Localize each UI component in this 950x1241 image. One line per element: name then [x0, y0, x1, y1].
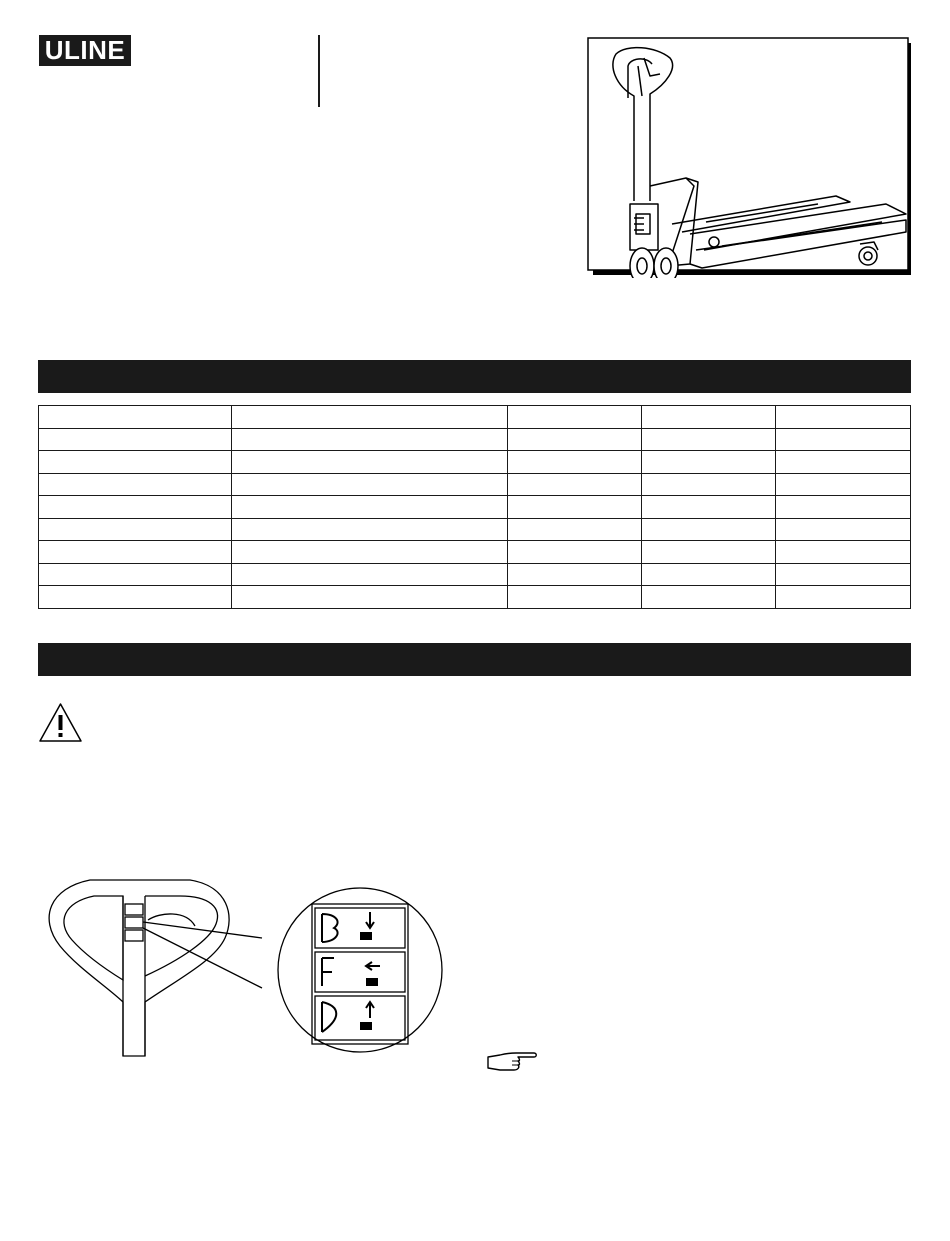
table-cell [232, 406, 508, 429]
table-cell [776, 473, 911, 496]
table-row [39, 406, 911, 429]
table-cell [776, 586, 911, 609]
table-cell [232, 563, 508, 586]
pallet-truck-image [586, 36, 914, 278]
table-cell [39, 451, 232, 474]
table-row [39, 496, 911, 519]
table-cell [776, 563, 911, 586]
table-cell [508, 541, 642, 564]
table-cell [642, 473, 776, 496]
table-cell [39, 496, 232, 519]
header-divider [318, 35, 320, 107]
table-row [39, 563, 911, 586]
table-cell [776, 541, 911, 564]
specifications-table [38, 405, 911, 609]
table-row [39, 518, 911, 541]
table-cell [39, 428, 232, 451]
table-cell [508, 428, 642, 451]
table-cell [776, 451, 911, 474]
table-cell [642, 496, 776, 519]
table-cell [232, 428, 508, 451]
table-cell [232, 473, 508, 496]
table-cell [508, 563, 642, 586]
table-row [39, 451, 911, 474]
table-cell [508, 451, 642, 474]
table-cell [232, 496, 508, 519]
table-cell [39, 473, 232, 496]
table-cell [508, 496, 642, 519]
table-cell [39, 406, 232, 429]
uline-logo: ULINE [39, 35, 131, 66]
table-row [39, 541, 911, 564]
table-cell [232, 541, 508, 564]
section-header-safety [38, 643, 911, 676]
table-cell [642, 428, 776, 451]
table-cell [776, 406, 911, 429]
table-cell [232, 586, 508, 609]
table-cell [508, 518, 642, 541]
table-cell [39, 586, 232, 609]
table-cell [642, 563, 776, 586]
pointing-hand-icon [486, 1049, 538, 1075]
section-header-specifications [38, 360, 911, 393]
table-cell [508, 406, 642, 429]
table-row [39, 473, 911, 496]
handle-control-diagram [30, 868, 450, 1058]
table-cell [642, 586, 776, 609]
table-cell [39, 541, 232, 564]
table-cell [776, 496, 911, 519]
table-cell [776, 518, 911, 541]
table-cell [776, 428, 911, 451]
table-row [39, 428, 911, 451]
table-cell [642, 518, 776, 541]
table-cell [642, 451, 776, 474]
table-cell [39, 518, 232, 541]
table-cell [508, 473, 642, 496]
table-cell [39, 563, 232, 586]
table-cell [642, 541, 776, 564]
table-cell [232, 451, 508, 474]
table-cell [232, 518, 508, 541]
table-cell [508, 586, 642, 609]
table-row [39, 586, 911, 609]
table-cell [642, 406, 776, 429]
warning-triangle-icon [38, 702, 83, 743]
